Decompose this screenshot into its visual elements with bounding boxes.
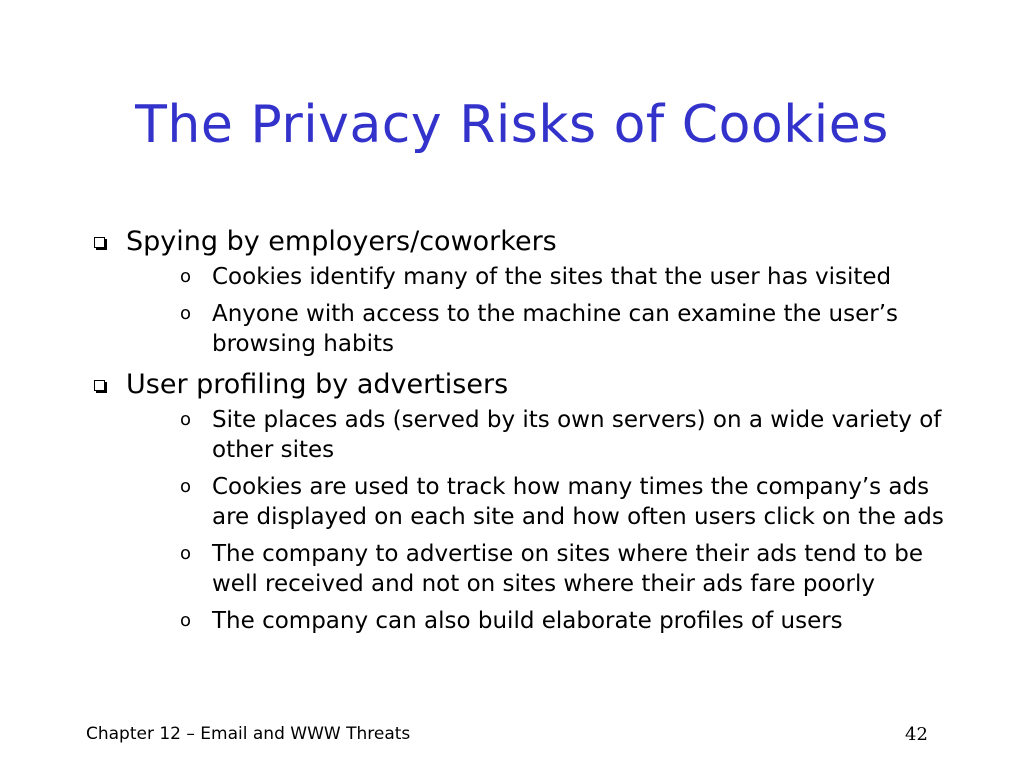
slide-title: The Privacy Risks of Cookies: [135, 95, 889, 155]
sub-bullet-text: The company can also build elaborate profiles of users: [212, 608, 843, 634]
circle-bullet-icon: o: [180, 409, 192, 430]
page-number: 42: [905, 724, 928, 745]
sub-bullet-item: [126, 539, 946, 599]
bullet-list: [86, 224, 946, 636]
sub-bullet-text: Site places ads (served by its own servers) on a wide variety of other sites: [212, 407, 942, 463]
circle-bullet-icon: o: [180, 303, 192, 324]
sub-bullet-item: [126, 405, 946, 465]
sub-bullet-text: Anyone with access to the machine can examine the user’s browsing habits: [212, 301, 898, 357]
bullet-text: User profiling by advertisers: [126, 369, 509, 400]
bullet-item: [86, 367, 946, 636]
circle-bullet-icon: o: [180, 266, 192, 287]
circle-bullet-icon: o: [180, 543, 192, 564]
square-bullet-icon: [94, 380, 105, 391]
circle-bullet-icon: o: [180, 610, 192, 631]
sub-bullet-text: Cookies identify many of the sites that the user has visited: [212, 264, 892, 290]
sub-bullet-item: [126, 472, 946, 532]
sub-bullet-item: [126, 262, 946, 292]
square-bullet-icon: [94, 237, 105, 248]
bullet-item: [86, 224, 946, 359]
sub-bullet-list: [126, 262, 946, 359]
sub-bullet-text: Cookies are used to track how many times the company’s ads are displayed on each site and how often users click on the ads: [212, 474, 944, 530]
bullet-text: Spying by employers/coworkers: [126, 226, 557, 257]
circle-bullet-icon: o: [180, 476, 192, 497]
sub-bullet-item: [126, 299, 946, 359]
sub-bullet-list: [126, 405, 946, 636]
sub-bullet-item: [126, 606, 946, 636]
sub-bullet-text: The company to advertise on sites where their ads tend to be well received and not on sites where their ads fare poorly: [212, 541, 924, 597]
slide-footer: Chapter 12 – Email and WWW Threats: [86, 724, 411, 744]
